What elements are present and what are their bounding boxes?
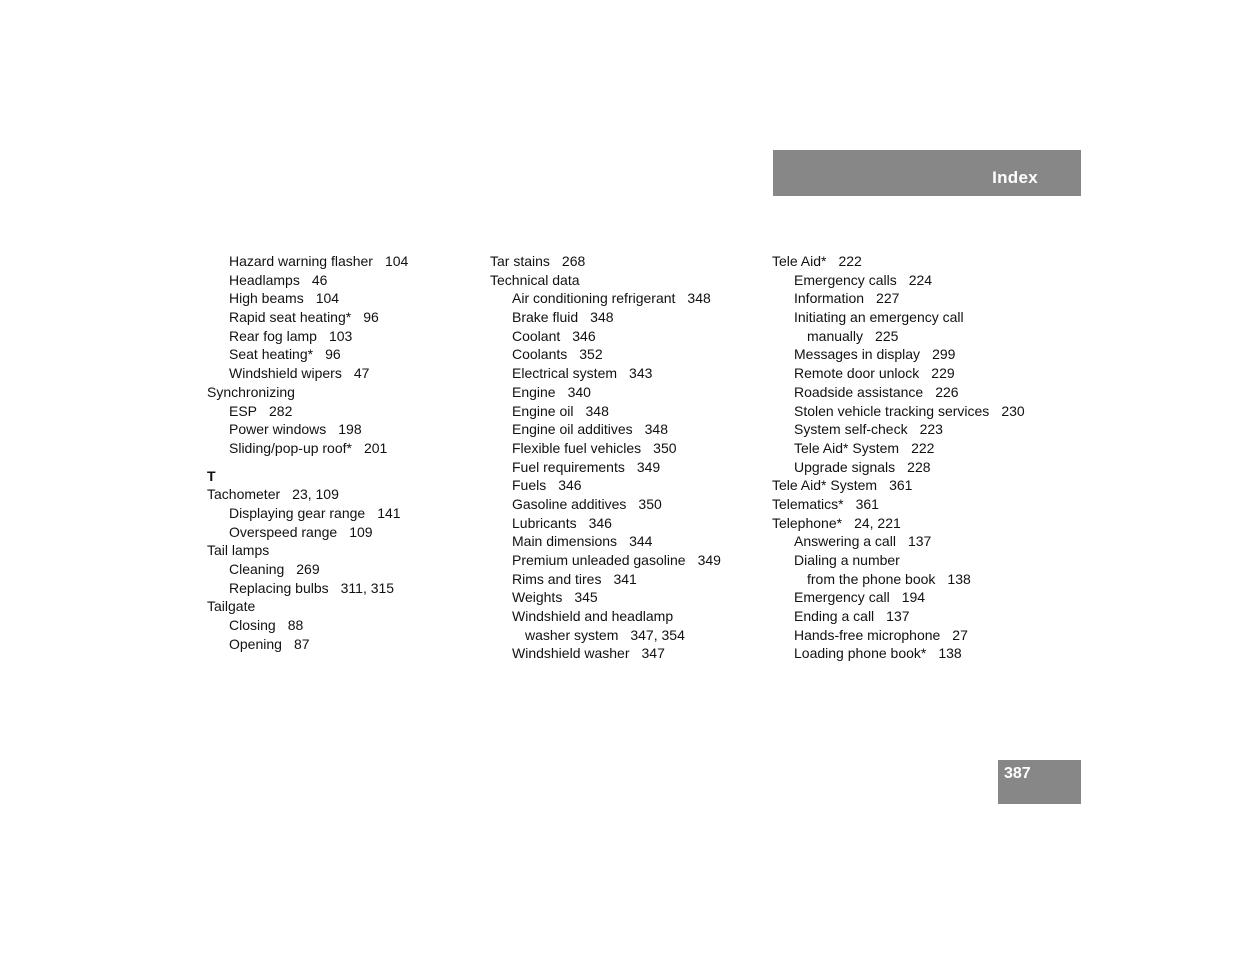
index-entry (490, 644, 760, 663)
index-entry-page[interactable]: 198 (338, 421, 362, 438)
index-entry-page[interactable]: 282 (269, 402, 293, 419)
index-entry-text: Lubricants (512, 514, 577, 531)
index-entry (772, 476, 1072, 495)
index-entry-text: Tachometer (207, 486, 281, 503)
index-entry-page[interactable]: 347, 354 (630, 626, 685, 643)
index-entry (207, 345, 477, 364)
index-entry-page[interactable]: 229 (931, 365, 955, 382)
index-entry (772, 252, 1072, 271)
index-entry-text: Electrical system (512, 365, 618, 382)
index-entry (490, 570, 760, 589)
index-entry (772, 570, 1072, 589)
index-entry-page[interactable]: 227 (876, 290, 900, 307)
index-entry-page[interactable]: 350 (638, 495, 662, 512)
index-entry (207, 504, 477, 523)
index-entry (772, 402, 1072, 421)
index-entry (207, 541, 477, 560)
index-entry (207, 616, 477, 635)
index-entry-page[interactable]: 87 (293, 635, 310, 652)
index-entry-text: Roadside assistance (794, 383, 924, 400)
index-entry (772, 308, 1072, 327)
index-entry-text: Displaying gear range (229, 504, 366, 521)
index-entry-page[interactable]: 96 (363, 309, 379, 326)
index-entry (772, 289, 1072, 308)
index-entry-text: Engine oil (512, 402, 574, 419)
index-entry-page[interactable]: 226 (935, 383, 959, 400)
index-entry-text: Hazard warning flasher (229, 253, 373, 269)
index-entry (207, 560, 477, 579)
index-entry-text: Telephone* (772, 514, 843, 531)
index-entry-text: Power windows (229, 421, 327, 438)
index-entry-text: Tele Aid* (772, 253, 827, 269)
index-entry-text: Stolen vehicle tracking services (794, 402, 990, 419)
index-entry-page[interactable]: 104 (384, 253, 409, 269)
index-entry-text: manually (807, 327, 864, 344)
index-entry-page[interactable]: 340 (567, 383, 591, 400)
index-entry (772, 514, 1072, 533)
index-entry (772, 588, 1072, 607)
index-entry-text: System self-check (794, 421, 908, 438)
index-entry (207, 485, 477, 504)
index-entry-text: Remote door unlock (794, 365, 920, 382)
index-entry (490, 271, 760, 290)
index-entry-text: Gasoline additives (512, 495, 627, 512)
index-entry (207, 364, 477, 383)
index-entry (772, 345, 1072, 364)
index-entry-text: Premium unleaded gasoline (512, 552, 686, 568)
index-entry-text: Tailgate (207, 598, 256, 615)
index-entry (772, 532, 1072, 551)
index-entry-page[interactable]: 225 (875, 327, 899, 344)
index-entry-text: Information (794, 290, 865, 307)
index-entry-text: Coolants (512, 346, 568, 363)
index-entry-text: Windshield and headlamp (512, 608, 674, 625)
page-number: 387 (1004, 765, 1031, 782)
index-entry-text: Synchronizing (207, 383, 295, 400)
index-entry-text: Ending a call (794, 608, 875, 625)
index-entry-page[interactable]: 23, 109 (292, 486, 339, 503)
index-entry (207, 402, 477, 421)
index-column-2 (490, 252, 760, 663)
index-entry-page[interactable]: 194 (901, 589, 926, 606)
index-entry-page[interactable]: 311, 315 (340, 579, 395, 596)
index-entry-text: Engine oil additives (512, 421, 633, 438)
index-entry (772, 495, 1072, 514)
index-entry-page[interactable]: 141 (377, 504, 401, 521)
index-entry (490, 626, 760, 645)
index-entry (772, 420, 1072, 439)
index-entry-text: Closing (229, 617, 276, 634)
index-entry-text: Sliding/pop-up roof* (229, 439, 352, 456)
index-entry (772, 364, 1072, 383)
index-entry-page[interactable]: 222 (911, 439, 935, 456)
index-entry-page[interactable]: 268 (561, 253, 586, 269)
index-entry-text: ESP (229, 402, 258, 419)
index-entry-page[interactable]: 346 (588, 514, 612, 531)
index-entry (490, 476, 760, 495)
index-entry (207, 327, 477, 346)
index-entry (490, 551, 760, 570)
index-entry-page[interactable]: 269 (296, 561, 320, 577)
index-entry (207, 308, 477, 327)
index-entry-text: Initiating an emergency call (794, 309, 964, 326)
index-entry-text: Windshield wipers (229, 365, 342, 382)
index-entry (490, 383, 760, 402)
index-entry-text: Replacing bulbs (229, 579, 329, 596)
index-entry-page[interactable]: 348 (687, 290, 711, 307)
index-entry (772, 271, 1072, 290)
index-entry (207, 289, 477, 308)
index-entry-page[interactable]: 138 (947, 570, 971, 587)
index-entry-page[interactable]: 138 (938, 645, 962, 662)
index-entry (207, 635, 477, 654)
index-entry-page[interactable]: 228 (907, 458, 931, 475)
index-entry-page[interactable]: 104 (315, 290, 340, 307)
index-entry-text: Engine (512, 383, 556, 400)
index-entry-text: High beams (229, 290, 304, 307)
index-entry (772, 327, 1072, 346)
section-title: Index (992, 168, 1038, 187)
index-entry-page[interactable]: 230 (1001, 402, 1025, 419)
index-column-1 (207, 252, 477, 653)
index-entry-page[interactable]: 96 (325, 346, 341, 363)
section-header-bar (773, 150, 1081, 196)
index-entry-page[interactable]: 88 (287, 617, 304, 634)
index-entry (207, 597, 477, 616)
index-entry-text: Main dimensions (512, 533, 618, 550)
index-entry-page[interactable]: 349 (697, 552, 721, 568)
index-entry-page[interactable]: 361 (855, 495, 879, 512)
index-entry-page[interactable]: 344 (629, 533, 653, 550)
index-entry-text: Answering a call (794, 533, 896, 550)
index-entry-page[interactable]: 222 (838, 253, 862, 269)
index-entry-page[interactable]: 348 (644, 421, 668, 438)
index-entry-text: Dialing a number (794, 552, 900, 568)
index-entry-text: Tail lamps (207, 542, 270, 559)
index-entry-page[interactable]: 224 (908, 271, 933, 288)
index-entry (207, 579, 477, 598)
index-entry-text: Cleaning (229, 561, 285, 577)
index-entry-text: Emergency call (794, 589, 890, 606)
index-entry (207, 271, 477, 290)
index-entry-page[interactable]: 24, 221 (854, 514, 901, 531)
index-entry (772, 607, 1072, 626)
index-entry-page[interactable]: 352 (579, 346, 603, 363)
index-entry-text: Telematics* (772, 495, 844, 512)
index-entry (772, 383, 1072, 402)
index-entry-text: Technical data (490, 271, 580, 288)
index-entry (772, 439, 1072, 458)
index-entry (490, 607, 760, 626)
index-entry (490, 364, 760, 383)
index-entry-page[interactable]: 348 (590, 309, 614, 326)
index-entry-text: Rear fog lamp (229, 327, 317, 344)
index-entry-page[interactable]: 343 (629, 365, 653, 382)
index-entry-text: Seat heating* (229, 346, 314, 363)
index-entry-page[interactable]: 103 (328, 327, 353, 344)
index-entry-page[interactable]: 137 (907, 533, 932, 550)
index-entry (490, 420, 760, 439)
index-entry-text: Flexible fuel vehicles (512, 439, 642, 456)
index-entry-page[interactable]: 46 (311, 271, 328, 288)
index-entry (207, 420, 477, 439)
index-entry (490, 327, 760, 346)
index-entry (772, 626, 1072, 645)
index-entry-page[interactable]: 346 (558, 477, 582, 494)
index-entry-text: Tar stains (490, 253, 550, 269)
index-entry-text: Rims and tires (512, 570, 602, 587)
index-entry-text: Windshield washer (512, 645, 630, 662)
index-entry-text: Emergency calls (794, 271, 897, 288)
index-entry-page[interactable]: 299 (932, 346, 956, 363)
index-entry-text: Upgrade signals (794, 458, 896, 475)
index-entry (772, 458, 1072, 477)
index-entry (490, 308, 760, 327)
index-entry-text: Messages in display (794, 346, 921, 363)
page-number-box (998, 760, 1081, 804)
index-entry-text: Fuels (512, 477, 547, 494)
index-entry (490, 588, 760, 607)
index-entry-page[interactable]: 341 (613, 570, 637, 587)
index-entry-text: Tele Aid* System (772, 477, 878, 494)
index-entry-text: from the phone book (807, 570, 936, 587)
index-entry-page[interactable]: 27 (952, 626, 968, 643)
index-entry-page[interactable]: 109 (349, 523, 373, 540)
index-entry-page[interactable]: 223 (919, 421, 943, 438)
index-column-3 (772, 252, 1072, 663)
index-entry (490, 439, 760, 458)
index-entry-text: Air conditioning refrigerant (512, 290, 676, 307)
index-entry (490, 289, 760, 308)
index-entry-page[interactable]: 137 (886, 608, 910, 625)
index-entry-page[interactable]: 350 (653, 439, 677, 456)
index-entry (490, 514, 760, 533)
index-entry-page[interactable]: 349 (636, 458, 661, 475)
index-entry (207, 252, 477, 271)
index-entry (490, 495, 760, 514)
index-entry-text: Overspeed range (229, 523, 338, 540)
index-entry (207, 523, 477, 542)
index-entry-text: Hands-free microphone (794, 626, 941, 643)
index-entry (772, 644, 1072, 663)
index-entry-text: T (207, 467, 216, 484)
index-entry-page[interactable]: 347 (641, 645, 665, 662)
index-entry-page[interactable]: 348 (585, 402, 609, 419)
index-entry (772, 551, 1072, 570)
index-entry-page[interactable]: 361 (889, 477, 913, 494)
index-entry-page[interactable]: 201 (363, 439, 388, 456)
index-entry-text: Weights (512, 589, 563, 606)
index-letter-heading (207, 467, 477, 486)
index-entry-text: Rapid seat heating* (229, 309, 352, 326)
index-entry-text: Opening (229, 635, 282, 652)
index-entry (207, 383, 477, 402)
index-entry (207, 439, 477, 458)
index-entry-text: Tele Aid* System (794, 439, 900, 456)
index-entry-text: Fuel requirements (512, 458, 625, 475)
index-entry (490, 402, 760, 421)
index-entry-text: Headlamps (229, 271, 300, 288)
index-entry-page[interactable]: 47 (353, 365, 370, 382)
index-entry-text: Brake fluid (512, 309, 579, 326)
index-entry (490, 252, 760, 271)
index-entry (490, 458, 760, 477)
index-entry (490, 532, 760, 551)
index-entry-page[interactable]: 345 (574, 589, 598, 606)
index-entry-page[interactable]: 346 (572, 327, 596, 344)
index-entry-text: Coolant (512, 327, 561, 344)
index-entry-text: washer system (525, 626, 619, 643)
index-entry-text: Loading phone book* (794, 645, 927, 662)
index-entry (490, 345, 760, 364)
